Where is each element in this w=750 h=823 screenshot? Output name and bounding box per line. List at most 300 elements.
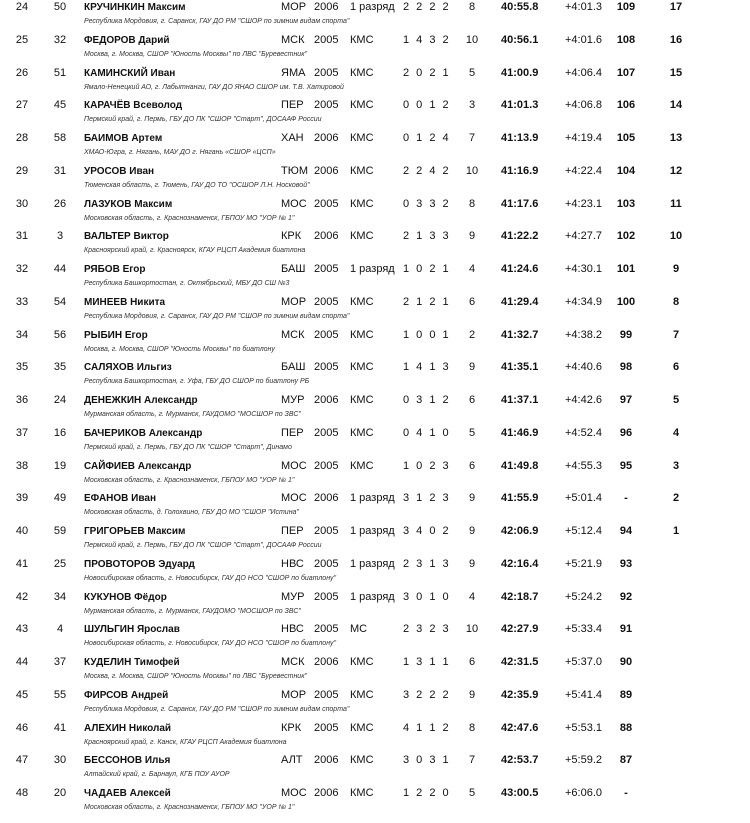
place-cell: 37 [15, 426, 29, 439]
time-behind: +5:41.4 [565, 688, 603, 701]
shooting-penalties: 3 2 2 2 [403, 688, 451, 701]
ranking-points: 93 [619, 557, 633, 570]
place-cell: 43 [15, 623, 29, 636]
ranking-points: 87 [619, 754, 633, 767]
athlete-name: САЛЯХОВ Ильгиз [84, 362, 172, 374]
finish-time: 42:16.4 [501, 557, 539, 570]
athlete-name: ДЕНЕЖКИН Александр [84, 395, 198, 406]
finish-time: 41:46.9 [501, 426, 539, 439]
finish-time: 41:37.1 [501, 394, 539, 406]
athlete-organization: Московская область, г. Краснознаменск, ГБПОУ МО "УОР № 1" [84, 214, 295, 222]
result-row [0, 426, 750, 459]
sport-rank: КМС [350, 197, 374, 210]
region-code: МОР [281, 1, 307, 13]
result-row [0, 197, 750, 230]
total-penalties: 10 [465, 623, 479, 636]
region-code: МОС [281, 197, 307, 210]
total-penalties: 7 [468, 132, 476, 144]
bib-cell: 25 [53, 557, 67, 570]
region-code: МСК [281, 656, 305, 668]
time-behind: +5:01.4 [565, 492, 603, 505]
time-behind: +4:06.8 [565, 99, 603, 112]
bib-cell: 54 [53, 295, 67, 308]
birth-year: 2005 [314, 459, 339, 472]
birth-year: 2006 [314, 1, 339, 13]
finish-time: 41:49.8 [501, 459, 539, 472]
bib-cell: 49 [53, 492, 67, 505]
bib-cell: 31 [53, 164, 67, 177]
athlete-organization: Москва, г. Москва, СШОР "Юность Москвы" по биатлону [84, 345, 275, 353]
athlete-name: ЕФАНОВ Иван [84, 493, 156, 505]
shooting-penalties: 3 1 2 3 [403, 492, 451, 505]
total-penalties: 6 [468, 656, 476, 668]
bib-cell: 16 [53, 426, 67, 439]
region-code: КРК [281, 721, 302, 734]
bib-cell: 45 [53, 99, 67, 112]
place-cell: 48 [15, 787, 29, 799]
ranking-points: 109 [616, 1, 636, 13]
total-penalties: 9 [468, 492, 476, 505]
region-code: ПЕР [281, 525, 304, 537]
cup-points: 13 [669, 132, 683, 144]
athlete-organization: Мурманская область, г. Мурманск, ГАУДОМО "МОСШОР по ЗВС" [84, 607, 301, 615]
sport-rank: 1 разряд [350, 1, 395, 13]
cup-points: 10 [669, 230, 683, 243]
athlete-name: ПРОВОТОРОВ Эдуард [84, 558, 195, 570]
cup-points: 12 [669, 164, 683, 177]
region-code: ХАН [281, 132, 304, 144]
birth-year: 2005 [314, 295, 339, 308]
shooting-penalties: 2 2 4 2 [403, 164, 451, 177]
cup-points: 7 [672, 328, 680, 341]
athlete-organization: Красноярский край, г. Канск, КГАУ РЦСП Академия биатлона [84, 738, 287, 746]
ranking-points: 107 [616, 66, 636, 79]
athlete-name: ФЕДОРОВ Дарий [84, 34, 170, 46]
region-code: МУР [281, 590, 305, 603]
place-cell: 41 [15, 557, 29, 570]
ranking-points: 106 [616, 99, 636, 112]
sport-rank: 1 разряд [350, 525, 395, 537]
ranking-points: 99 [619, 328, 633, 341]
total-penalties: 5 [468, 787, 476, 799]
time-behind: +4:42.6 [565, 394, 603, 406]
bib-cell: 44 [53, 263, 67, 275]
shooting-penalties: 2 1 3 3 [403, 230, 451, 243]
shooting-penalties: 4 1 1 2 [403, 721, 451, 734]
shooting-penalties: 1 4 3 2 [403, 33, 451, 46]
total-penalties: 9 [468, 525, 476, 537]
total-penalties: 9 [468, 361, 476, 374]
sport-rank: КМС [350, 132, 374, 144]
result-row [0, 66, 750, 99]
time-behind: +5:53.1 [565, 721, 603, 734]
sport-rank: КМС [350, 99, 374, 112]
place-cell: 38 [15, 459, 29, 472]
athlete-name: БАИМОВ Артем [84, 133, 163, 144]
region-code: НВС [281, 557, 304, 570]
place-cell: 42 [15, 590, 29, 603]
time-behind: +4:34.9 [565, 295, 603, 308]
athlete-organization: Красноярский край, г. Красноярск, КГАУ РЦСП Академия биатлона [84, 247, 306, 255]
shooting-penalties: 1 0 2 3 [403, 459, 451, 472]
sport-rank: КМС [350, 33, 374, 46]
region-code: МОС [281, 459, 307, 472]
result-row [0, 753, 750, 786]
shooting-penalties: 2 3 1 3 [403, 557, 451, 570]
ranking-points: 94 [619, 525, 633, 537]
athlete-organization: Мурманская область, г. Мурманск, ГАУДОМО "МОСШОР по ЗВС" [84, 411, 301, 418]
time-behind: +4:19.4 [565, 132, 603, 144]
total-penalties: 8 [468, 1, 476, 13]
cup-points: 4 [672, 426, 680, 439]
birth-year: 2005 [314, 66, 339, 79]
region-code: МСК [281, 33, 305, 46]
sport-rank: КМС [350, 230, 374, 243]
region-code: МОР [281, 295, 307, 308]
athlete-name: РЫБИН Егор [84, 329, 148, 341]
region-code: БАШ [281, 263, 306, 275]
athlete-organization: Москва, г. Москва, СШОР "Юность Москвы" по ЛВС "Буревестник" [84, 50, 307, 58]
time-behind: +5:21.9 [565, 557, 603, 570]
birth-year: 2006 [314, 132, 339, 144]
place-cell: 24 [15, 1, 29, 13]
birth-year: 2005 [314, 688, 339, 701]
total-penalties: 2 [468, 328, 476, 341]
sport-rank: КМС [350, 688, 374, 701]
place-cell: 25 [15, 33, 29, 46]
finish-time: 42:18.7 [501, 590, 539, 603]
birth-year: 2005 [314, 361, 339, 374]
total-penalties: 10 [465, 33, 479, 46]
time-behind: +4:23.1 [565, 197, 603, 210]
finish-time: 42:31.5 [501, 656, 539, 668]
athlete-name: БАЧЕРИКОВ Александр [84, 427, 203, 439]
cup-points: 14 [669, 99, 683, 112]
athlete-organization: Пермский край, г. Пермь, ГБУ ДО ПК "СШОР "Старт", ДОСААФ России [84, 116, 322, 124]
cup-points: 2 [672, 492, 680, 505]
time-behind: +5:59.2 [565, 754, 603, 767]
birth-year: 2006 [314, 164, 339, 177]
place-cell: 34 [15, 328, 29, 341]
athlete-organization: Пермский край, г. Пермь, ГБУ ДО ПК "СШОР "Старт", ДОСААФ России [84, 542, 322, 549]
total-penalties: 4 [468, 263, 476, 275]
birth-year: 2005 [314, 623, 339, 636]
cup-points: 15 [669, 66, 683, 79]
cup-points: 8 [672, 295, 680, 308]
result-row [0, 622, 750, 655]
athlete-organization: Ямало-Ненецкий АО, г. Лабытнанги, ГАУ ДО ЯНАО СШОР им. Т.В. Хатировой [84, 83, 344, 91]
birth-year: 2005 [314, 263, 339, 275]
athlete-name: КАМИНСКИЙ Иван [84, 67, 176, 79]
shooting-penalties: 1 0 2 1 [403, 263, 451, 275]
region-code: МОР [281, 688, 307, 701]
bib-cell: 37 [53, 656, 67, 668]
bib-cell: 32 [53, 33, 67, 46]
ranking-points: 97 [619, 394, 633, 406]
total-penalties: 4 [468, 590, 476, 603]
time-behind: +5:24.2 [565, 590, 603, 603]
athlete-organization: Московская область, г. Краснознаменск, ГБПОУ МО "УОР № 1" [84, 476, 295, 484]
sport-rank: КМС [350, 328, 374, 341]
region-code: МОС [281, 492, 307, 505]
region-code: КРК [281, 230, 302, 243]
finish-time: 41:13.9 [501, 132, 539, 144]
athlete-organization: Республика Мордовия, г. Саранск, ГАУ ДО РМ "СШОР по зимним видам спорта" [84, 705, 350, 713]
place-cell: 35 [15, 361, 29, 374]
ranking-points: 91 [619, 623, 633, 636]
athlete-name: РЯБОВ Егор [84, 264, 146, 275]
athlete-name: КУДЕЛИН Тимофей [84, 657, 180, 668]
ranking-points: 90 [619, 656, 633, 668]
shooting-penalties: 3 0 1 0 [403, 590, 451, 603]
athlete-organization: Пермский край, г. Пермь, ГБУ ДО ПК "СШОР "Старт", Динамо [84, 443, 292, 451]
shooting-penalties: 1 2 2 0 [403, 787, 451, 799]
birth-year: 2006 [314, 754, 339, 767]
place-cell: 33 [15, 295, 29, 308]
shooting-penalties: 3 4 0 2 [403, 525, 451, 537]
ranking-points: 102 [616, 230, 636, 243]
time-behind: +4:01.6 [565, 33, 603, 46]
finish-time: 41:32.7 [501, 328, 539, 341]
bib-cell: 51 [53, 66, 67, 79]
birth-year: 2005 [314, 197, 339, 210]
ranking-points: 89 [619, 688, 633, 701]
athlete-name: ЛАЗУКОВ Максим [84, 198, 173, 210]
result-row [0, 524, 750, 557]
place-cell: 39 [15, 492, 29, 505]
athlete-organization: Москва, г. Москва, СШОР "Юность Москвы" по ЛВС "Буревестник" [84, 673, 307, 680]
total-penalties: 5 [468, 426, 476, 439]
ranking-points: 103 [616, 197, 636, 210]
birth-year: 2005 [314, 328, 339, 341]
total-penalties: 9 [468, 688, 476, 701]
athlete-organization: Алтайский край, г. Барнаул, КГБ ПОУ АУОР [84, 771, 230, 779]
region-code: МСК [281, 328, 305, 341]
shooting-penalties: 0 3 1 2 [403, 394, 451, 406]
birth-year: 2005 [314, 590, 339, 603]
cup-points: 16 [669, 33, 683, 46]
shooting-penalties: 3 0 3 1 [403, 754, 451, 767]
time-behind: +4:55.3 [565, 459, 603, 472]
cup-points: 3 [672, 459, 680, 472]
result-row [0, 655, 750, 688]
bib-cell: 56 [53, 328, 67, 341]
finish-time: 42:35.9 [501, 688, 539, 701]
shooting-penalties: 2 0 2 1 [403, 66, 451, 79]
athlete-name: КРУЧИНКИН Максим [84, 2, 186, 13]
finish-time: 41:55.9 [501, 492, 539, 505]
ranking-points: 92 [619, 590, 633, 603]
cup-points: 17 [669, 1, 683, 13]
athlete-name: БЕССОНОВ Илья [84, 755, 171, 767]
shooting-penalties: 0 4 1 0 [403, 426, 451, 439]
shooting-penalties: 0 1 2 4 [403, 132, 451, 144]
total-penalties: 9 [468, 230, 476, 243]
time-behind: +4:27.7 [565, 230, 603, 243]
time-behind: +4:52.4 [565, 426, 603, 439]
result-row [0, 721, 750, 754]
time-behind: +5:12.4 [565, 525, 603, 537]
sport-rank: КМС [350, 656, 374, 668]
ranking-points: 104 [616, 164, 636, 177]
total-penalties: 9 [468, 557, 476, 570]
region-code: НВС [281, 623, 304, 636]
time-behind: +4:01.3 [565, 1, 603, 13]
result-row [0, 0, 750, 33]
time-behind: +4:06.4 [565, 66, 603, 79]
athlete-organization: Новосибирская область, г. Новосибирск, ГАУ ДО НСО "СШОР по биатлону" [84, 574, 337, 582]
finish-time: 41:16.9 [501, 164, 539, 177]
total-penalties: 6 [468, 459, 476, 472]
birth-year: 2006 [314, 230, 339, 243]
finish-time: 41:22.2 [501, 230, 539, 243]
bib-cell: 34 [53, 590, 67, 603]
shooting-penalties: 1 4 1 3 [403, 361, 451, 374]
cup-points: 5 [672, 394, 680, 406]
result-row [0, 590, 750, 623]
ranking-points: 95 [619, 459, 633, 472]
finish-time: 40:55.8 [501, 1, 539, 13]
birth-year: 2005 [314, 557, 339, 570]
bib-cell: 4 [56, 623, 64, 636]
athlete-name: КУКУНОВ Фёдор [84, 591, 167, 603]
athlete-name: ЧАДАЕВ Алексей [84, 788, 171, 799]
bib-cell: 20 [53, 787, 67, 799]
region-code: ПЕР [281, 99, 304, 112]
cup-points: 1 [672, 525, 680, 537]
athlete-name: УРОСОВ Иван [84, 165, 155, 177]
athlete-name: ШУЛЬГИН Ярослав [84, 624, 180, 636]
result-row [0, 229, 750, 262]
birth-year: 2006 [314, 394, 339, 406]
athlete-organization: Республика Мордовия, г. Саранск, ГАУ ДО РМ "СШОР по зимним видам спорта" [84, 18, 350, 25]
result-row [0, 33, 750, 66]
finish-time: 42:27.9 [501, 623, 539, 636]
result-row [0, 688, 750, 721]
shooting-penalties: 0 3 3 2 [403, 197, 451, 210]
sport-rank: КМС [350, 721, 374, 734]
region-code: МОС [281, 787, 307, 799]
bib-cell: 35 [53, 361, 67, 374]
athlete-name: ФИРСОВ Андрей [84, 689, 169, 701]
place-cell: 28 [15, 132, 29, 144]
shooting-penalties: 2 3 2 3 [403, 623, 451, 636]
athlete-name: ГРИГОРЬЕВ Максим [84, 526, 186, 537]
cup-points: 6 [672, 361, 680, 374]
place-cell: 47 [15, 754, 29, 767]
athlete-name: МИНЕЕВ Никита [84, 296, 166, 308]
birth-year: 2006 [314, 492, 339, 505]
finish-time: 41:35.1 [501, 361, 539, 374]
athlete-organization: Московская область, д. Голохвино, ГБУ ДО МО "СШОР "Истина" [84, 509, 299, 517]
time-behind: +4:30.1 [565, 263, 603, 275]
ranking-points: - [624, 787, 628, 799]
region-code: МУР [281, 394, 305, 406]
result-row [0, 459, 750, 492]
region-code: ЯМА [281, 66, 306, 79]
place-cell: 27 [15, 99, 29, 112]
ranking-points: 96 [619, 426, 633, 439]
result-row [0, 98, 750, 131]
finish-time: 42:06.9 [501, 525, 539, 537]
bib-cell: 24 [53, 394, 67, 406]
result-row [0, 131, 750, 164]
bib-cell: 41 [53, 721, 67, 734]
sport-rank: КМС [350, 787, 374, 799]
ranking-points: 100 [616, 295, 636, 308]
result-row [0, 557, 750, 590]
sport-rank: КМС [350, 426, 374, 439]
shooting-penalties: 1 3 1 1 [403, 656, 451, 668]
shooting-penalties: 1 0 0 1 [403, 328, 451, 341]
place-cell: 30 [15, 197, 29, 210]
ranking-points: 88 [619, 721, 633, 734]
time-behind: +6:06.0 [565, 787, 603, 799]
shooting-penalties: 0 0 1 2 [403, 99, 451, 112]
ranking-points: - [624, 492, 628, 505]
result-row [0, 491, 750, 524]
sport-rank: КМС [350, 394, 374, 406]
sport-rank: 1 разряд [350, 590, 395, 603]
time-behind: +4:38.2 [565, 328, 603, 341]
shooting-penalties: 2 2 2 2 [403, 1, 451, 13]
athlete-name: КАРАЧЁВ Всеволод [84, 100, 183, 112]
place-cell: 29 [15, 164, 29, 177]
result-row [0, 393, 750, 426]
place-cell: 32 [15, 263, 29, 275]
birth-year: 2006 [314, 787, 339, 799]
bib-cell: 55 [53, 688, 67, 701]
finish-time: 41:01.3 [501, 99, 539, 112]
athlete-name: АЛЕХИН Николай [84, 722, 172, 734]
ranking-points: 105 [616, 132, 636, 144]
cup-points: 11 [670, 197, 682, 210]
birth-year: 2005 [314, 99, 339, 112]
place-cell: 46 [15, 721, 29, 734]
result-row [0, 295, 750, 328]
total-penalties: 6 [468, 295, 476, 308]
sport-rank: КМС [350, 459, 374, 472]
result-row [0, 786, 750, 819]
finish-time: 41:00.9 [501, 66, 539, 79]
sport-rank: 1 разряд [350, 263, 395, 275]
athlete-name: САЙФИЕВ Александр [84, 460, 192, 472]
ranking-points: 98 [619, 361, 633, 374]
birth-year: 2005 [314, 33, 339, 46]
athlete-organization: Республика Башкортостан, г. Октябрьский, МБУ ДО СШ №3 [84, 280, 290, 287]
place-cell: 45 [15, 688, 29, 701]
bib-cell: 30 [53, 754, 67, 767]
bib-cell: 26 [53, 197, 67, 210]
time-behind: +5:37.0 [565, 656, 603, 668]
time-behind: +4:22.4 [565, 164, 603, 177]
result-row [0, 328, 750, 361]
sport-rank: КМС [350, 66, 374, 79]
ranking-points: 101 [616, 263, 636, 275]
finish-time: 42:53.7 [501, 754, 539, 767]
total-penalties: 7 [468, 754, 476, 767]
bib-cell: 3 [56, 230, 64, 243]
sport-rank: КМС [350, 361, 374, 374]
ranking-points: 108 [616, 33, 636, 46]
athlete-organization: Московская область, г. Краснознаменск, ГБПОУ МО "УОР № 1" [84, 804, 295, 811]
place-cell: 31 [15, 230, 29, 243]
result-row [0, 262, 750, 295]
bib-cell: 58 [53, 132, 67, 144]
birth-year: 2005 [314, 721, 339, 734]
time-behind: +5:33.4 [565, 623, 603, 636]
athlete-organization: ХМАО-Югра, г. Нягань, МАУ ДО г. Нягань «СШОР «ЦСП» [84, 149, 276, 156]
